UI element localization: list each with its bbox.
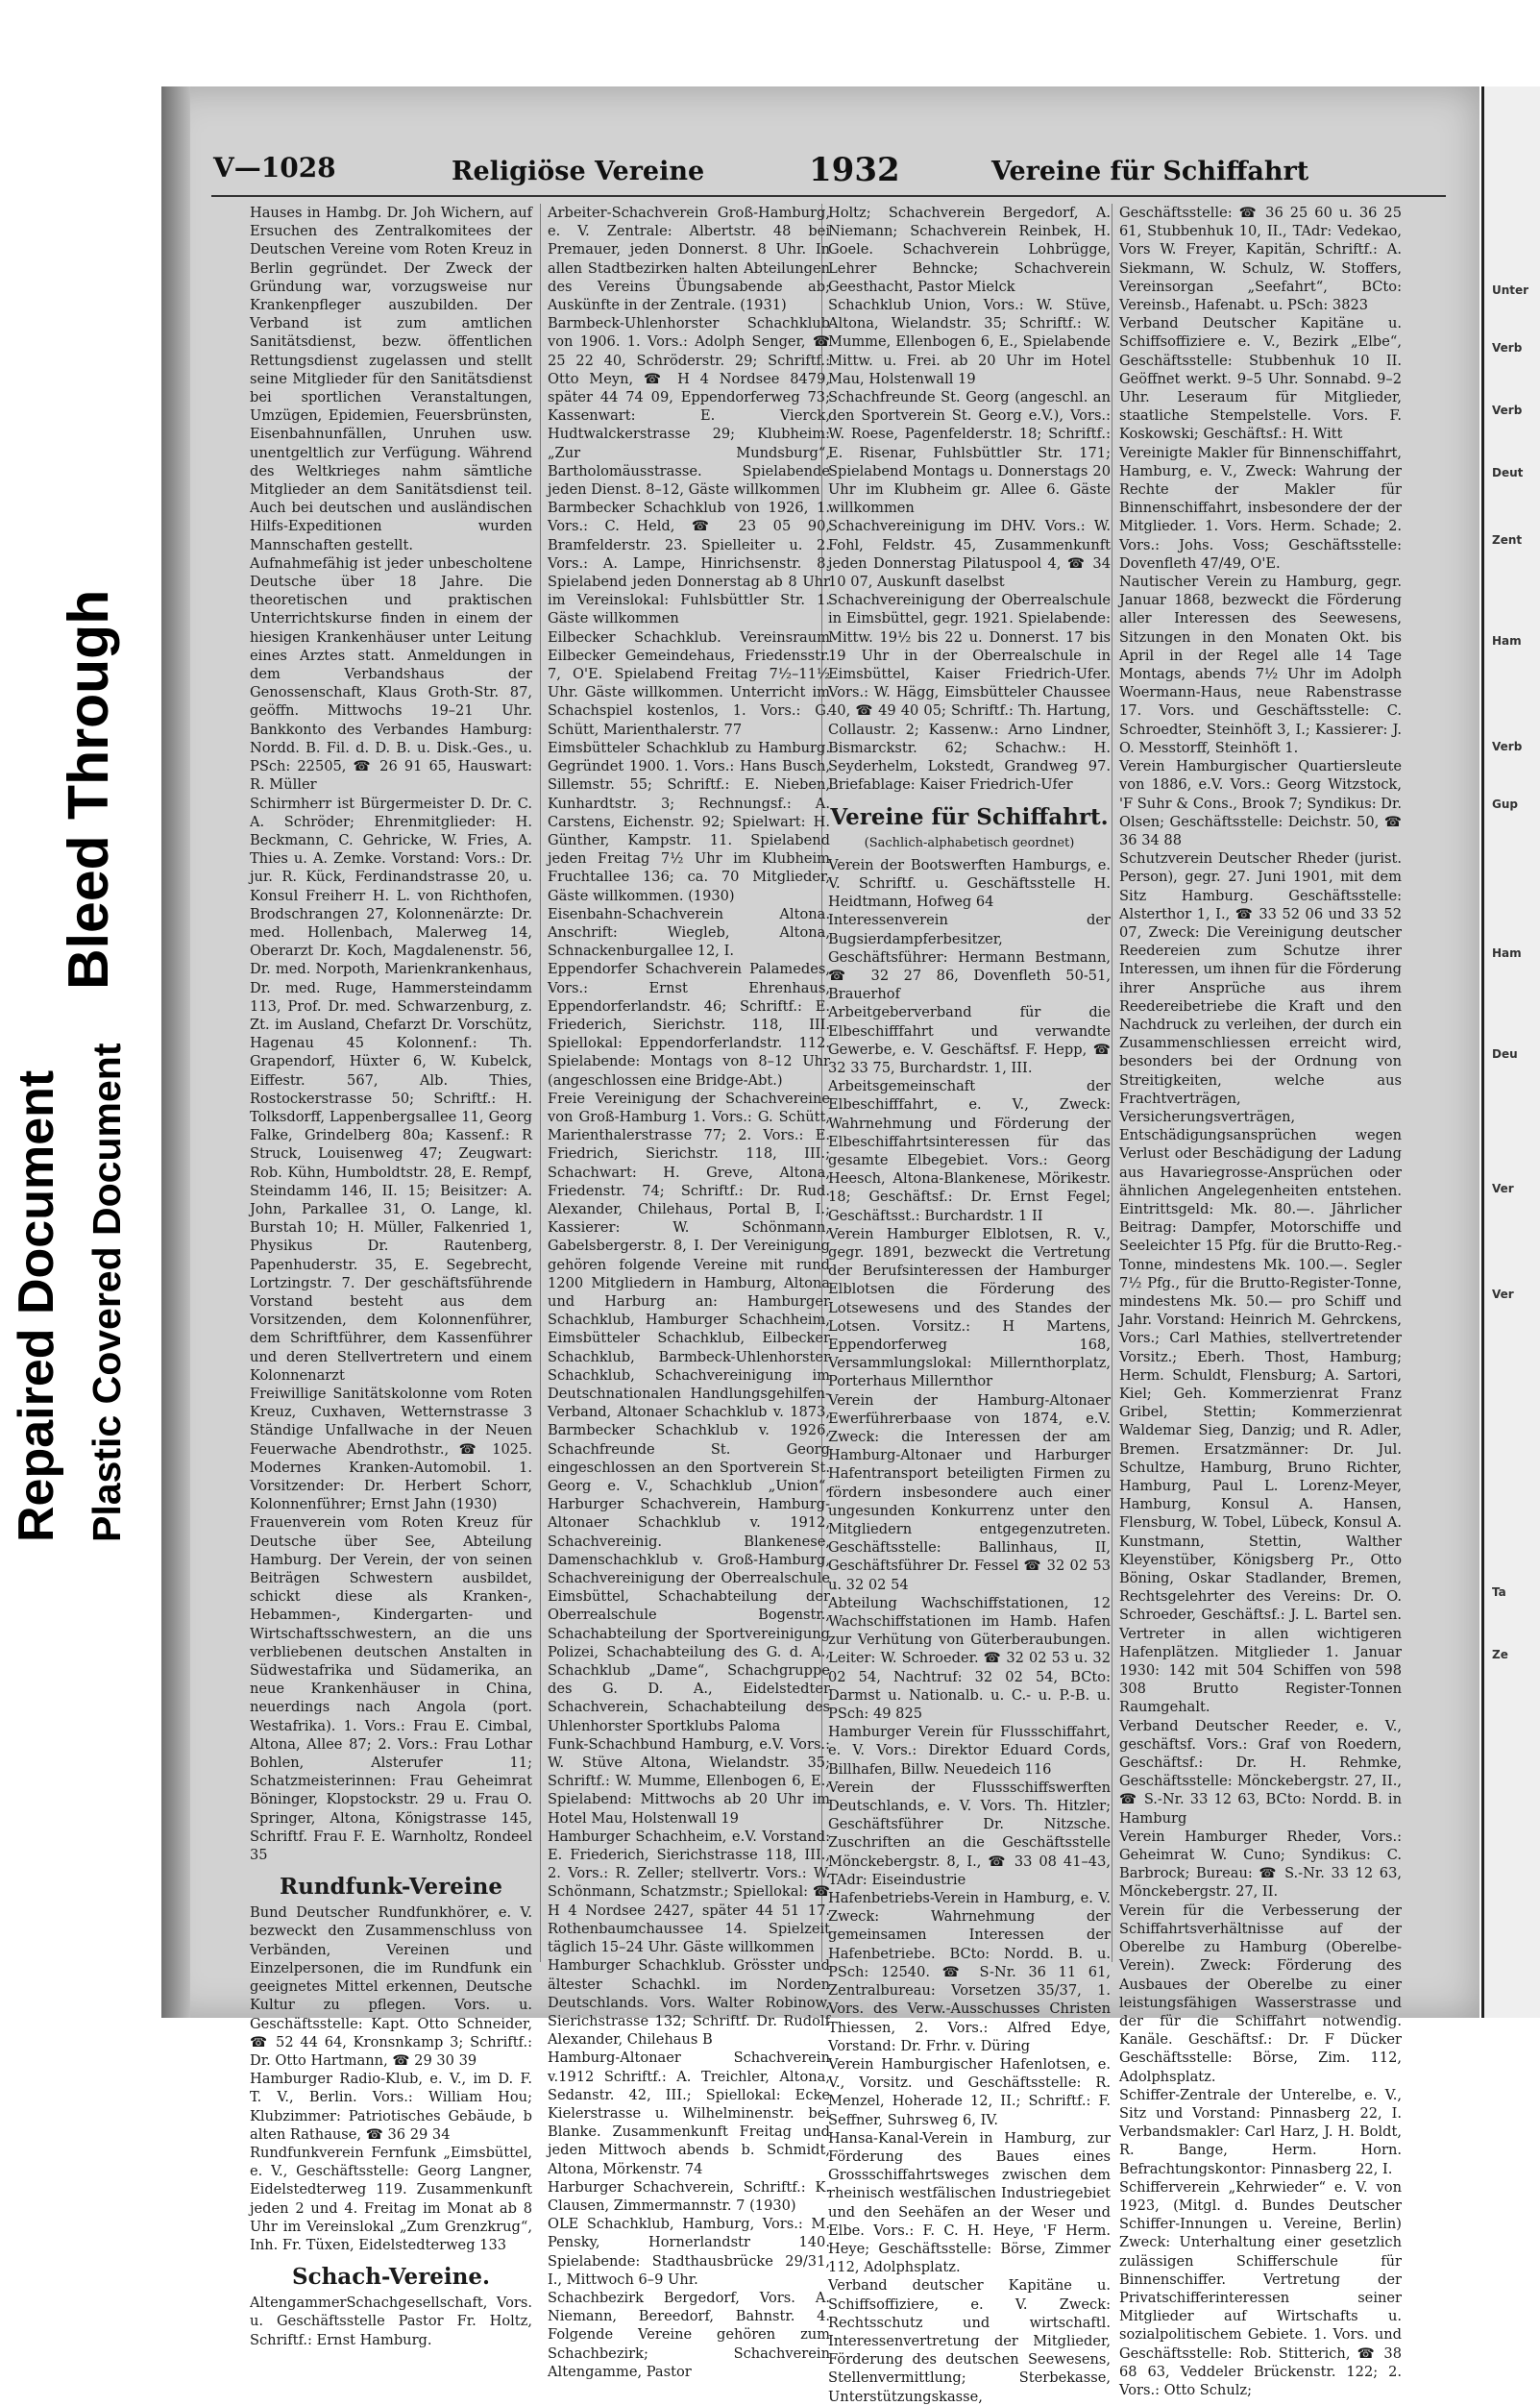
adjacent-snippet: Deu [1492,1047,1518,1061]
entry: Funk-Schachbund Hamburg, e.V. Vors.: W. Stüve Altona, Wielandstr. 35; Schriftf.: W. Mumme, Ellenbogen 6, E., Spielabend: Mittwochs ab 20 Uhr im Hotel Mau, Holstenwall 19 [548,1735,830,1827]
entry: Eimsbütteler Schachklub zu Hamburg. Gegründet 1900. 1. Vors.: Hans Busch, Sillemstr. 55; Schriftf.: E. Nieben, Kunhardtstr. 3; Rechnungsf.: A. Carstens, Eichenstr. 92; Spielwart: H. Günther, Kampstr. 11. Spielabend jeden Freitag 7½ Uhr im Klubheim Fruchtallee 136; ca. 70 Mitglieder, Gäste willkommen. (1930) [548,739,830,904]
adjacent-snippet: Gup [1492,798,1518,811]
adjacent-snippet: Ham [1492,946,1522,960]
entry: AltengammerSchachgesellschaft, Vors. u. Geschäftsstelle Pastor Fr. Holtz, Schriftf.: Ernst Hamburg. [250,2295,532,2348]
entry: Hauses in Hambg. Dr. Joh Wichern, auf Ersuchen des Zentralkomitees der Deutschen Vereine vom Roten Kreuz in Berlin gegründet. Der Zweck der Gründung war, vorzugsweise nur Krankenpfleger auszubilden. Der Verband ist zum amtlichen Sanitätsdienst, bezw. öffentlichen Rettungsdienst zugelassen und stellt seine Mitglieder für den Sanitätsdienst bei sportlichen Veranstaltungen, Umzügen, Epidemien, Feuersbrünsten, Eisenbahnunfällen, Unruhen usw. unentgeltlich zur Verfügung. Während des Weltkrieges nahm sämtliche Mitglieder an dem Sanitätsdienst teil. Auch bei deutschen und ausländischen Hilfs-Expeditionen wurden Mannschaften gestellt. [250,205,532,553]
section-subtitle: (Sachlich-alphabetisch geordnet) [864,835,1075,850]
entry: Verein für die Verbesserung der Schiffahrtsverhältnisse auf der Oberelbe zu Hamburg (Oberelbe-Verein). Zweck: Förderung des Ausbaues der Oberelbe zu einer leistungsfähigen Wasserstrasse und der für die Schiffahrt notwendig. Kanäle. Geschäftsf.: Dr. F Dücker Geschäftsstelle: Börse, Zim. 112, Adolphsplatz. [1119,1902,1402,2085]
entry: Hafenbetriebs-Verein in Hamburg, e. V. Zweck: Wahrnehmung der gemeinsamen Interessen der Hafenbetriebe. BCto: Nordd. B. u. PSch: 12540. ☎ S-Nr. 36 11 61, Zentralbureau: Vorsetzen 35/37, 1. Vors. des Verw.-Ausschusses Christen Thiessen, 2. Vors.: Alfred Edye, Vorstand: Dr. Frhr. v. Düring [828,1890,1111,2054]
entry: Frauenverein vom Roten Kreuz für Deutsche über See, Abteilung Hamburg. Der Verein, der von seinen Beiträgen Schwestern ausbildet, schickt diese als Kranken-, Hebammen-, Kindergarten- und Wirtschaftsschwestern, an die uns verbliebenen deutschen Anstalten in Südwestafrika und Südamerika, an neue Krankenhäuser in China, neuerdings nach Angola (port. Westafrika). 1. Vors.: Frau E. Cimbal, Altona, Allee 87; 2. Vors.: Frau Lothar Bohlen, Alsterufer 11; Schatzmeisterinnen: Frau Geheimrat Böninger, Klopstockstr. 29 u. Frau O. Springer, Altona, Königstrasse 145, Schriftf. Frau F. E. Warnholtz, Rondeel 35 [250,1514,532,1864]
column-2 [548,204,830,2380]
entry: Harburger Schachverein, Schriftf.: K. Clausen, Zimmermannstr. 7 (1930) [548,2178,830,2214]
entry: Schiffer-Zentrale der Unterelbe, e. V., Sitz und Vorstand: Pinnasberg 22, I. Verbandsmakler: Carl Harz, J. H. Boldt, R. Bange, Herm. Horn. Befrachtungskontor: Pinnasberg 22, I. [1119,2086,1402,2177]
entry: Schifferverein „Kehrwieder“ e. V. von 1923, (Mitgl. d. Bundes Deutscher Schiffer-Innungen u. Vereine, Berlin) Zweck: Unterhaltung einer gesetzlich zulässigen Schifferschule für Binnenschiffer. Vertretung der Privatschifferinteressen seiner Mitglieder auf Wirtschafts u. sozialpolitischem Gebiete. 1. Vors. und Geschäftsstelle: Rob. Stitterich, ☎ 38 68 63, Veddeler Brückenstr. 122; 2. Vors.: Otto Schulz; [1119,2178,1402,2398]
entry: Hansa-Kanal-Verein in Hamburg, zur Förderung des Baues eines Grossschiffahrtsweges zwischen dem rheinisch westfälischen Industriegebiet und den Seehäfen an der Weser und Elbe. Vors.: F. C. H. Heye, 'F Herm. Heye; Geschäftsstelle: Börse, Zimmer 112, Adolphsplatz. [828,2129,1111,2276]
entry: Holtz; Schachverein Bergedorf, A. Niemann; Schachverein Reinbek, H. Goele. Schachverein Lohbrügge, Lehrer Behncke; Schachverein Geesthacht, Pastor Mielck [828,205,1111,295]
adjacent-snippet: Verb [1492,404,1523,417]
adjacent-snippet: Ver [1492,1288,1514,1301]
entry: Hamburg-Altonaer Schachverein v.1912 Schriftf.: A. Treichler, Altona, Sedanstr. 42, III.; Spiellokal: Ecke Kielerstrasse u. Wilhelminenstr. bei Blanke. Zusammenkunft Freitag und jeden Mittwoch abends b. Schmidt, Altona, Mörkenstr. 74 [548,2050,830,2177]
adjacent-snippet: Zent [1492,533,1523,547]
entry: Verband Deutscher Reeder, e. V., geschäftsf. Vors.: Graf von Roedern, Geschäftsf.: Dr. H. Rehmke, Geschäftsstelle: Mönckebergstr. 27, II., ☎ S.-Nr. 33 12 63, BCto: Nordd. B. in Hamburg [1119,1717,1402,1827]
entry: Eilbecker Schachklub. Vereinsraum Eilbecker Gemeindehaus, Friedensstr. 7, O'E. Spielabend Freitag 7½–11½ Uhr. Gäste willkommen. Unterricht im Schachspiel kostenlos, 1. Vors.: G. Schütt, Marienthalerstr. 77 [548,628,830,738]
entry: Abteilung Wachschiffstationen, 12 Wachschiffstationen im Hamb. Hafen zur Verhütung von Güterberaubungen. Leiter: W. Schroeder. ☎ 32 02 53 u. 32 02 54, Nachtruf: 32 02 54, BCto: Darmst u. Nationalb. u. C.- u. P.-B. u. PSch: 49 825 [828,1594,1111,1723]
entry: Verein der Hamburg-Altonaer Ewerführerbaase von 1874, e.V. Zweck: die Interessen der am Hamburg-Altonaer und Harburger Hafentransport beteiligten Firmen zu fördern insbesondere auch einer ungesunden Konkurrenz unter den Mitgliedern entgegenzutreten. Geschäftsstelle: Ballinhaus, II, Geschäftsführer Dr. Fessel ☎ 32 02 53 u. 32 02 54 [828,1391,1111,1593]
entry: Verein Hamburger Elblotsen, R. V., gegr. 1891, bezweckt die Vertretung der Berufsinteressen der Hamburger Elblotsen die Förderung des Lotsewesens und des Standes der Lotsen. Vorsitz.: H Martens, Eppendorferweg 168, Versammlungslokal: Millernthorplatz, Porterhaus Millernthor [828,1225,1111,1390]
adjacent-snippet: Ver [1492,1182,1514,1195]
entry: Schirmherr ist Bürgermeister D. Dr. C. A. Schröder; Ehrenmitglieder: H. Beckmann, C. Gehricke, W. Fries, A. Thies u. A. Zemke. Vorstand: Vors.: Dr. jur. R. Kück, Ferdinandstrasse 20, u. Konsul Freiherr H. L. von Richthofen, Brodschrangen 27, Kolonnenärzte: Dr. med. Hollenbach, Malerweg 14, Oberarzt Dr. Koch, Magdalenenstr. 56, Dr. med. Norpoth, Marienkrankenhaus, Dr. med. Ruge, Hammersteindamm 113, Prof. Dr. med. Schwarzenburg, z. Zt. im Ausland, Chefarzt Dr. Vorschütz, Hagenau 45 Kolonnenf.: Th. Grapendorf, Hüxter 6, W. Kubelck, Eiffestr. 567, Alb. Thies, Rostockerstrasse 50; Schriftf.: H. Tolksdorff, Lappenbergsallee 11, Georg Falke, Grindelberg 80a; Kassenf.: R Struck, Louisenweg 47; Zeugwart: Rob. Kühn, Humboldtstr. 28, E. Rempf, Steindamm 146, II. 15; Beisitzer: A. John, Parkallee 31, O. Lange, kl. Burstah 10; H. Müller, Falkenried 1, Physikus Dr. Rautenberg, Papenhuderstr. 35, E. Segebrecht, Lortzingstr. 7. Der geschäftsführende Vorstand besteht aus dem Vorsitzenden, dem Kolonnenführer, dem Schriftführer, dem Kassenführer und deren Stellvertretern und einem Kolonnenarzt [250,795,532,1384]
entry: Freiwillige Sanitätskolonne vom Roten Kreuz, Cuxhaven, Wetternstrasse 3 Ständige Unfallwache in der Neuen Feuerwache Abendrothstr., ☎ 1025. Modernes Kranken-Automobil. 1. Vorsitzender: Dr. Herbert Schorr, Kolonnenführer; Ernst Jahn (1930) [250,1386,532,1513]
entry: OLE Schachklub, Hamburg, Vors.: M. Pensky, Hornerlandstr 140. Spielabende: Stadthausbrücke 29/31, I., Mittwoch 6–9 Uhr. [548,2216,830,2288]
entry: Hamburger Radio-Klub, e. V., im D. F. T. V., Berlin. Vors.: William Hou; Klubzimmer: Patriotisches Gebäude, b alten Rathause, ☎ 36 29 34 [250,2071,532,2143]
column-1 [250,204,532,2348]
adjacent-snippet: Ta [1492,1585,1506,1599]
entry: Verein Hamburger Rheder, Vors.: Geheimrat W. Cuno; Syndikus: C. Barbrock; Bureau: ☎ S.-Nr. 33 12 63, Mönckebergstr. 27, II. [1119,1828,1402,1901]
entry: Schutzverein Deutscher Rheder (jurist. Person), gegr. 27. Juni 1901, mit dem Sitz Hamburg. Geschäftsstelle: Alsterthor 1, I., ☎ 33 52 06 und 33 52 07, Zweck: Die Vereinigung deutscher Reedereien zum Schutze ihrer Interessen, um ihnen für die Förderung ihrer Ansprüche aus ihrem Reedereibetriebe die Kraft und den Nachdruck zu verleihen, der durch ein Zusammenschliessen erreicht wird, besonders bei der Ordnung von Streitigkeiten, welche aus Frachtverträgen, Versicherungsverträgen, Entschädigungsansprüchen wegen Verlust oder Beschädigung der Ladung aus Havariegrosse-Ansprüchen oder ähnlichen Angelegenheiten entstehen. Eintrittsgeld: Mk. 80.—. Jährlicher Beitrag: Dampfer, Motorschiffe und Seeleichter 15 Pfg. für die Brutto-Reg.-Tonne, mindestens Mk. 100.—. Segler 7½ Pfg., für die Brutto-Register-Tonne, mindestens Mk. 50.— pro Schiff und Jahr. Vorstand: Heinrich M. Gehrckens, Vors.; Carl Mathies, stellvertretender Vorsitz.; Eberh. Thost, Hamburg; Herm. Schuldt, Flensburg; A. Sartori, Kiel; Geh. Kommerzienrat Franz Gribel, Stettin; Kommerzienrat Waldemar Sieg, Danzig; und R. Adler, Bremen. Ersatzmänner: Dr. Jul. Schultze, Hamburg, Bruno Richter, Hamburg, Paul L. Lorenz-Meyer, Hamburg, Konsul A. Hansen, Flensburg, W. Tobel, Lübeck, Konsul A. Kunstmann, Stettin, Walther Kleyenstüber, Königsberg Pr., Otto Böning, Oskar Stadlander, Bremen, Rechtsgelehrter des Vereins: Dr. O. Schroeder, Geschäftsf.: J. L. Bartel sen. Vertreter in allen wichtigeren Hafenplätzen. Mitglieder 1. Januar 1930: 142 mit 504 Schiffen von 598 308 Brutto Register-Tonnen Raumgehalt. [1119,850,1402,1716]
label-plastic-covered-document: Plastic Covered Document [85,1043,129,1542]
entry: Barmbeck-Uhlenhorster Schachklub von 1906. 1. Vors.: Adolph Senger, ☎ 25 22 40, Schröderstr. 29; Schriftf.: Otto Meyn, ☎ H 4 Nordsee 8479, später 44 74 09, Eppendorferweg 73; Kassenwart: E. Vierck, Hudtwalckerstrasse 29; Klubheim: „Zur Mundsburg“, Bartholomäusstrasse. Spielabende jeden Dienst. 8–12, Gäste willkommen [548,315,830,499]
entry: Verein der Flussschiffswerften Deutschlands, e. V. Vors. Th. Hitzler; Geschäftsführer Dr. Nitzsche. Zuschriften an die Geschäftsstelle Mönckebergstr. 8, I., ☎ 33 08 41–43, TAdr: Eiseindustrie [828,1779,1111,1888]
entry: Schachbezirk Bergedorf, Vors. A. Niemann, Bereedorf, Bahnstr. 4. Folgende Vereine gehören zum Schachbezirk; Schachverein Altengamme, Pastor [548,2289,830,2380]
column-4 [1119,204,1402,2398]
entry: Arbeitsgemeinschaft der Elbeschifffahrt, e. V., Zweck: Wahrnehmung und Förderung der Elbeschiffahrtsinteressen für das gesamte Elbegebiet. Vors.: Georg Heesch, Altona-Blankenese, Mörikestr. 18; Geschäftsf.: Dr. Ernst Fegel; Geschäftsst.: Burchardstr. 1 II [828,1078,1111,1224]
adjacent-snippet: Ze [1492,1648,1508,1661]
column-3 [828,204,1111,2405]
entry: Arbeitgeberverband für die Elbeschifffahrt und verwandte Gewerbe, e. V. Geschäftsf. F. Hepp, ☎ 32 33 75, Burchardstr. 1, III. [828,1004,1111,1076]
entry: Schachvereinigung im DHV. Vors.: W. Fohl, Feldstr. 45, Zusammenkunft jeden Donnerstag Pilatuspool 4, ☎ 34 10 07, Auskunft daselbst [828,518,1111,591]
entry: Eppendorfer Schachverein Palamedes, Vors.: Ernst Ehrenhaus, Eppendorferlandstr. 46; Schriftf.: E. Friederich, Sierichstr. 118, III. Spiellokal: Eppendorferlandstr. 112. Spielabende: Montags von 8–12 Uhr (angeschlossen eine Bridge-Abt.) [548,961,830,1089]
entry: Aufnahmefähig ist jeder unbescholtene Deutsche über 18 Jahre. Die theoretischen und praktischen Unterrichtskurse finden in einem der hiesigen Krankenhäuser unter Leitung eines Arztes statt. Anmeldungen in dem Verbandshaus der Genossenschaft, Klaus Groth-Str. 87, geöffn. Mittwochs 19–21 Uhr. Bankkonto des Verbandes Hamburg: Nordd. B. Fil. d. D. B. u. Disk.-Ges., u. PSch: 22505, ☎ 26 91 65, Hauswart: R. Müller [250,554,532,794]
entry: Bund Deutscher Rundfunkhörer, e. V. bezweckt den Zusammenschluss von Verbänden, Vereinen und Einzelpersonen, die im Rundfunk ein geeignetes Mittel erkennen, Deutsche Kultur zu pflegen. Vors. u. Geschäftsstelle: Kapt. Otto Schneider, ☎ 52 44 64, Kronsnkamp 3; Schriftf.: Dr. Otto Hartmann, ☎ 29 30 39 [250,1904,532,2069]
entry: Freie Vereinigung der Schachvereine von Groß-Hamburg 1. Vors.: G. Schütt, Marienthalerstrasse 77; 2. Vors.: E. Friedrich, Sierichstr. 118, III.; Schachwart: H. Greve, Altona, Friedenstr. 74; Schriftf.: Dr. Rud. Alexander, Chilehaus, Portal B, I.; Kassierer: W. Schönmann, Gabelsbergerstr. 8, I. Der Vereinigung gehören folgende Vereine mit rund 1200 Mitgliedern in Hamburg, Altona und Harburg an: Hamburger Schachklub, Hamburger Schachheim, Eimsbütteler Schachklub, Eilbecker Schachklub, Barmbeck-Uhlenhorster Schachklub, Schachvereinigung im Deutschnationalen Handlungsgehilfen-Verband, Altonaer Schachklub v. 1873, Barmbecker Schachklub v. 1926, Schachfreunde St. Georg eingeschlossen an den Sportverein St. Georg e. V., Schachklub „Union“, Harburger Schachverein, Hamburg-Altonaer Schachklub v. 1912, Schachvereinig. Blankenese, Damenschachklub v. Groß-Hamburg, Schachvereinigung der Oberrealschule Eimsbüttel, Schachabteilung der Oberrealschule Bogenstr., Schachabteilung der Sportvereinigung Polizei, Schachabteilung des G. d. A., Schachklub „Dame“, Schachgruppe des G. D. A., Eidelstedter Schachverein, Schachabteilung des Uhlenhorster Sportklubs Paloma [548,1090,830,1734]
adjacent-snippet: Verb [1492,341,1523,355]
column-divider [540,204,541,1962]
entry: Barmbecker Schachklub von 1926, 1. Vors.: C. Held, ☎ 23 05 90, Bramfelderstr. 23. Spielleiter u. 2. Vors.: A. Lampe, Hinrichsenstr. 8. Spielabend jeden Donnerstag ab 8 Uhr im Vereinslokal: Fuhlsbüttler Str. 1. Gäste willkommen [548,500,830,627]
label-repaired-document: Repaired Document [9,1069,64,1542]
entry: Schachklub Union, Vors.: W. Stüve, Altona, Wielandstr. 35; Schriftf.: W. Mumme, Ellenbogen 6, E., Spielabende Mittw. u. Frei. ab 20 Uhr im Hotel Mau, Holstenwall 19 [828,297,1111,387]
entry: Verband deutscher Kapitäne u. Schiffsoffiziere, e. V. Zweck: Rechtsschutz und wirtschaftl. Interessenvertretung der Mitglieder, Förderung des deutschen Seewesens, Stellenvermittlung; Sterbekasse, Unterstützungskasse, [828,2277,1111,2405]
entry: Schachfreunde St. Georg (angeschl. an den Sportverein St. Georg e.V.), Vors.: W. Roese, Pagenfelderstr. 18; Schriftf.: E. Risenar, Fuhlsbüttler Str. 171; Spielabend Montags u. Donnerstags 20 Uhr im Klubheim gr. Allee 6. Gäste willkommen [828,389,1111,517]
header-left-title: Religiöse Vereine [452,157,705,186]
label-bleed-through: Bleed Through [57,589,120,990]
adjacent-snippet: Verb [1492,740,1523,753]
header-rule [211,195,1446,197]
entry: Hamburger Verein für Flussschiffahrt, e. V. Vors.: Direktor Eduard Cords, Billhafen, Billw. Neuedeich 116 [828,1724,1111,1778]
entry: Hamburger Schachklub. Grösster und ältester Schachkl. im Norden Deutschlands. Vors. Walter Robinow, Sierichstrasse 132; Schriftf. Dr. Rudolf Alexander, Chilehaus B [548,1957,830,2049]
entry: Schachvereinigung der Oberrealschule in Eimsbüttel, gegr. 1921. Spielabende: Mittw. 19½ bis 22 u. Donnerst. 17 bis 19 Uhr in der Oberrealschule in Eimsbüttel, Kaiser Friedrich-Ufer. Vors.: W. Hägg, Eimsbütteler Chaussee 40, ☎ 49 40 05; Schriftf.: Th. Hartung, Collaustr. 2; Kassenw.: Arno Lindner, Bismarckstr. 62; Schachw.: H. Seyderhelm, Lokstedt, Grandweg 97. Briefablage: Kaiser Friedrich-Ufer [828,592,1111,794]
header-right-title: Vereine für Schiffahrt [991,157,1309,186]
adjacent-snippet: Ham [1492,634,1522,648]
binding-shadow [161,86,190,2018]
adjacent-snippet: Deut [1492,466,1524,479]
entry: Verband Deutscher Kapitäne u. Schiffsoffiziere e. V., Bezirk „Elbe“, Geschäftsstelle: Stubbenhuk 10 II. Geöffnet werkt. 9–5 Uhr. Sonnabd. 9–2 Uhr. Leseraum für Mitglieder, staatliche Stempelstelle. Vors. F. Koskowski; Geschäftsf.: H. Witt [1119,315,1402,443]
entry: Eisenbahn-Schachverein Altona. Anschrift: Wiegleb, Altona, Schnackenburgallee 12, I. [548,905,830,960]
section-title-rundfunk: Rundfunk-Vereine [279,1874,503,1901]
entry: Verein Hamburgischer Quartiersleute von 1886, e.V. Vors.: Georg Witzstock, 'F Suhr & Cons., Brook 7; Syndikus: Dr. Olsen; Geschäftsstelle: Deichstr. 50, ☎ 36 34 88 [1119,758,1402,848]
entry: Verein Hamburgischer Hafenlotsen, e. V., Vorsitz. und Geschäftsstelle: R. Menzel, Hoherade 12, II.; Schriftf.: F. Seffner, Suhrsweg 6, IV. [828,2055,1111,2128]
section-title-schiffahrt: Vereine für Schiffahrt. [830,803,1109,830]
entry: Interessenverein der Bugsierdampferbesitzer, Geschäftsführer: Hermann Bestmann, ☎ 32 27 86, Dovenfleth 50-51, Brauerhof [828,912,1111,1003]
entry: Hamburger Schachheim, e.V. Vorstand: E. Friederich, Sierichstrasse 118, III., 2. Vors.: R. Zeller; stellvertr. Vors.: W. Schönmann, Schatzmstr.; Spiellokal: ☎ H 4 Nordsee 2427, später 44 51 17. Rothenbaumchaussee 14. Spielzeit täglich 15–24 Uhr. Gäste willkommen [548,1828,830,1956]
adjacent-page-edge [1481,86,1540,2018]
entry: Arbeiter-Schachverein Groß-Hamburg, e. V. Zentrale: Albertstr. 48 bei Premauer, jeden Donnerst. 8 Uhr. In allen Stadtbezirken halten Abteilungen des Vereins Übungsabende ab; Auskünfte in der Zentrale. (1931) [548,205,830,314]
entry: Rundfunkverein Fernfunk „Eimsbüttel, e. V., Geschäftsstelle: Georg Langner, Eidelstedterweg 119. Zusammenkunft jeden 2 und 4. Freitag im Monat ab 8 Uhr im Vereinslokal „Zum Grenzkrug“, Inh. Fr. Tüxen, Eidelstedterweg 133 [250,2144,532,2253]
entry: Vereinigte Makler für Binnenschiffahrt, Hamburg, e. V., Zweck: Wahrung der Rechte der Makler für Binnenschiffahrt, insbesondere der der Mitglieder. 1. Vors. Herm. Schade; 2. Vors.: Johs. Voss; Geschäftsstelle: Dovenfleth 47/49, O'E. [1119,444,1402,572]
entry: Geschäftsstelle: ☎ 36 25 60 u. 36 25 61, Stubbenhuk 10, II., TAdr: Vedekao, Vors W. Freyer, Kapitän, Schriftf.: A. Siekmann, W. Schulz, W. Stoffers, Vereinsorgan „Seefahrt“, BCto: Vereinsb., Hafenabt. u. PSch: 3823 [1119,205,1402,314]
entry: Verein der Bootswerften Hamburgs, e. V. Schriftf. u. Geschäftsstelle H. Heidtmann, Hofweg 64 [828,856,1111,911]
page-number: V—1028 [213,152,336,184]
adjacent-snippet: Unter [1492,283,1529,297]
section-title-schach: Schach-Vereine. [291,2264,491,2291]
header-year: 1932 [809,151,900,189]
entry: Nautischer Verein zu Hamburg, gegr. Januar 1868, bezweckt die Förderung aller Interessen des Seewesens, Sitzungen in den Monaten Okt. bis April in der Regel alle 14 Tage Montags, abends 7½ Uhr im Adolph Woermann-Haus, neue Rabenstrasse 17. Vors. und Geschäftsstelle: C. Schroedter, Steinhöft 3, I.; Kassierer: J. O. Messtorff, Steinhöft 1. [1119,574,1402,756]
